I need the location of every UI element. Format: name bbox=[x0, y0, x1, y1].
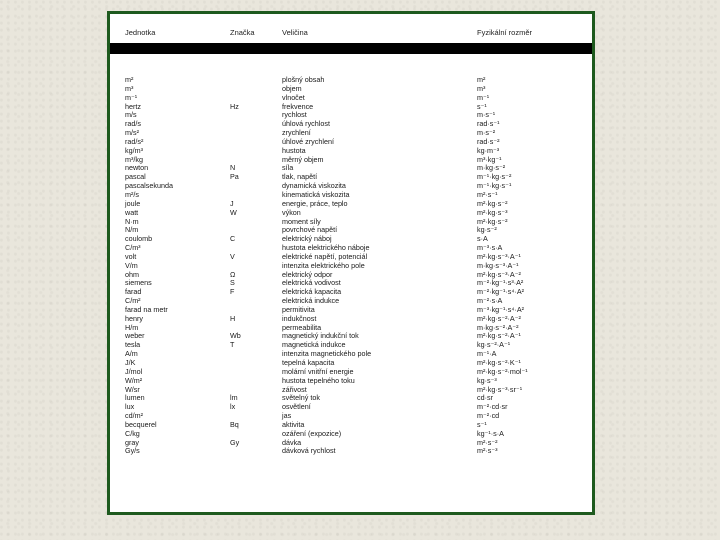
cell-symbol: lm bbox=[230, 393, 238, 403]
cell-quantity: úhlové zrychlení bbox=[282, 136, 334, 146]
cell-quantity: molární vnitřní energie bbox=[282, 366, 354, 376]
cell-symbol: W bbox=[230, 207, 237, 217]
cell-unit: cd/m² bbox=[125, 411, 143, 421]
header-unit: Jednotka bbox=[125, 28, 156, 37]
cell-dimension: m²·s⁻² bbox=[477, 437, 498, 447]
cell-unit: N/m bbox=[125, 225, 139, 235]
cell-dimension: m²·s⁻¹ bbox=[477, 189, 498, 199]
cell-unit: m²/s bbox=[125, 189, 139, 199]
cell-dimension: rad·s⁻² bbox=[477, 136, 500, 146]
cell-dimension: kg·m⁻³ bbox=[477, 145, 500, 155]
cell-dimension: m⁻³·kg⁻¹·s⁴·A² bbox=[477, 304, 525, 314]
table-row bbox=[110, 173, 592, 182]
table-row bbox=[110, 164, 592, 173]
cell-unit: N·m bbox=[125, 216, 139, 226]
cell-dimension: m⁻²·cd·sr bbox=[477, 402, 508, 412]
cell-unit: henry bbox=[125, 313, 143, 323]
table-row bbox=[110, 412, 592, 421]
cell-dimension: m²·kg·s⁻²·mol⁻¹ bbox=[477, 366, 528, 376]
cell-unit: J/mol bbox=[125, 366, 143, 376]
cell-dimension: m·kg·s⁻² bbox=[477, 163, 506, 173]
cell-quantity: hustota bbox=[282, 145, 306, 155]
cell-symbol: C bbox=[230, 234, 236, 244]
table-row bbox=[110, 394, 592, 403]
cell-unit: m³ bbox=[125, 83, 134, 93]
cell-unit: volt bbox=[125, 251, 137, 261]
cell-dimension: m³ bbox=[477, 83, 486, 93]
cell-dimension: m² bbox=[477, 75, 486, 84]
cell-quantity: permeabilita bbox=[282, 322, 322, 332]
cell-dimension: m⁻¹ bbox=[477, 92, 490, 102]
cell-unit: A/m bbox=[125, 349, 138, 359]
cell-unit: hertz bbox=[125, 101, 141, 111]
cell-unit: kg/m³ bbox=[125, 145, 143, 155]
cell-unit: ohm bbox=[125, 269, 139, 279]
cell-quantity: kinematická viskozita bbox=[282, 189, 350, 199]
table-row bbox=[110, 200, 592, 209]
table-row bbox=[110, 386, 592, 395]
cell-symbol: lx bbox=[230, 402, 236, 412]
cell-unit: newton bbox=[125, 163, 149, 173]
cell-quantity: intenzita magnetického pole bbox=[282, 349, 372, 359]
cell-dimension: m⁻²·cd bbox=[477, 411, 500, 421]
cell-unit: pascal bbox=[125, 172, 146, 182]
cell-symbol: F bbox=[230, 287, 235, 297]
cell-unit: C/kg bbox=[125, 428, 140, 438]
cell-symbol: Gy bbox=[230, 437, 240, 447]
header-divider-bar bbox=[110, 43, 592, 54]
cell-dimension: m²·kg·s⁻²·K⁻¹ bbox=[477, 358, 521, 367]
header-symbol: Značka bbox=[230, 28, 255, 37]
cell-unit: Gy/s bbox=[125, 446, 140, 456]
cell-quantity: úhlová rychlost bbox=[282, 119, 330, 129]
cell-quantity: hustota elektrického náboje bbox=[282, 243, 370, 253]
cell-quantity: hustota tepelného toku bbox=[282, 375, 355, 385]
table-row bbox=[110, 129, 592, 138]
cell-dimension: m²·kg·s⁻²·A⁻² bbox=[477, 313, 521, 323]
table-row bbox=[110, 85, 592, 94]
cell-symbol: T bbox=[230, 340, 235, 350]
cell-unit: m² bbox=[125, 75, 134, 84]
cell-unit: C/m³ bbox=[125, 243, 141, 253]
cell-quantity: zrychlení bbox=[282, 128, 311, 138]
cell-dimension: kg·s⁻³ bbox=[477, 375, 497, 385]
cell-dimension: m⁻²·kg⁻¹·s⁴·A² bbox=[477, 287, 525, 297]
cell-dimension: m³·kg⁻¹ bbox=[477, 154, 502, 164]
cell-quantity: síla bbox=[282, 163, 294, 173]
cell-dimension: s⁻¹ bbox=[477, 101, 487, 111]
table-row bbox=[110, 288, 592, 297]
cell-unit: watt bbox=[125, 207, 139, 217]
cell-dimension: m⁻¹·A bbox=[477, 349, 497, 359]
table-row bbox=[110, 226, 592, 235]
table-row bbox=[110, 120, 592, 129]
table-row bbox=[110, 332, 592, 341]
table-row bbox=[110, 315, 592, 324]
cell-symbol: Ω bbox=[230, 269, 236, 279]
cell-symbol: Bq bbox=[230, 419, 239, 429]
cell-quantity: tepelná kapacita bbox=[282, 358, 335, 367]
cell-quantity: energie, práce, teplo bbox=[282, 198, 348, 208]
cell-unit: m⁻¹ bbox=[125, 92, 138, 102]
cell-quantity: osvětlení bbox=[282, 402, 311, 412]
cell-quantity: intenzita elektrického pole bbox=[282, 260, 365, 270]
cell-quantity: magnetický indukční tok bbox=[282, 331, 359, 341]
cell-quantity: ozáření (expozice) bbox=[282, 428, 342, 438]
table-row bbox=[110, 138, 592, 147]
cell-unit: gray bbox=[125, 437, 139, 447]
cell-symbol: S bbox=[230, 278, 235, 288]
cell-dimension: kg·s⁻² bbox=[477, 225, 497, 235]
cell-dimension: cd·sr bbox=[477, 393, 493, 403]
cell-quantity: elektrická vodivost bbox=[282, 278, 341, 288]
table-row bbox=[110, 156, 592, 165]
cell-unit: rad/s bbox=[125, 119, 141, 129]
cell-dimension: m·kg·s⁻²·A⁻² bbox=[477, 322, 519, 332]
table-row bbox=[110, 147, 592, 156]
cell-unit: farad na metr bbox=[125, 304, 168, 314]
cell-dimension: m²·kg·s⁻² bbox=[477, 216, 508, 226]
table-row bbox=[110, 111, 592, 120]
cell-symbol: Hz bbox=[230, 101, 239, 111]
table-row bbox=[110, 182, 592, 191]
table-row bbox=[110, 103, 592, 112]
cell-unit: siemens bbox=[125, 278, 152, 288]
cell-quantity: dávková rychlost bbox=[282, 446, 336, 456]
cell-unit: W/m² bbox=[125, 375, 143, 385]
cell-quantity: frekvence bbox=[282, 101, 314, 111]
cell-symbol: Wb bbox=[230, 331, 241, 341]
cell-quantity: dynamická viskozita bbox=[282, 181, 346, 191]
cell-quantity: permitivita bbox=[282, 304, 315, 314]
cell-dimension: s·A bbox=[477, 234, 488, 244]
cell-quantity: elektrický náboj bbox=[282, 234, 332, 244]
table-row bbox=[110, 76, 592, 85]
cell-symbol: Pa bbox=[230, 172, 239, 182]
header-quantity: Veličina bbox=[282, 28, 308, 37]
cell-dimension: m²·s⁻³ bbox=[477, 446, 498, 456]
cell-dimension: m·kg·s⁻³·A⁻¹ bbox=[477, 260, 519, 270]
cell-dimension: m²·kg·s⁻³·A⁻¹ bbox=[477, 251, 521, 261]
cell-quantity: elektrické napětí, potenciál bbox=[282, 251, 368, 261]
cell-dimension: m·s⁻² bbox=[477, 128, 496, 138]
table-row bbox=[110, 209, 592, 218]
table-header bbox=[110, 28, 592, 40]
table-body bbox=[110, 76, 592, 456]
cell-dimension: rad·s⁻¹ bbox=[477, 119, 500, 129]
cell-dimension: m·s⁻¹ bbox=[477, 110, 496, 120]
cell-dimension: m²·kg·s⁻³ bbox=[477, 207, 508, 217]
cell-unit: lumen bbox=[125, 393, 145, 403]
cell-quantity: vlnočet bbox=[282, 92, 305, 102]
cell-dimension: kg⁻¹·s·A bbox=[477, 428, 504, 438]
cell-unit: m/s bbox=[125, 110, 137, 120]
cell-unit: rad/s² bbox=[125, 136, 144, 146]
cell-unit: becquerel bbox=[125, 419, 157, 429]
cell-quantity: měrný objem bbox=[282, 154, 324, 164]
cell-dimension: m⁻²·s·A bbox=[477, 296, 503, 306]
cell-quantity: indukčnost bbox=[282, 313, 317, 323]
cell-dimension: m⁻¹·kg·s⁻² bbox=[477, 172, 512, 182]
table-row bbox=[110, 218, 592, 227]
cell-dimension: m²·kg·s⁻³·A⁻² bbox=[477, 269, 521, 279]
cell-dimension: m²·kg·s⁻²·A⁻¹ bbox=[477, 331, 521, 341]
cell-unit: coulomb bbox=[125, 234, 153, 244]
cell-dimension: m⁻¹·kg·s⁻¹ bbox=[477, 181, 512, 191]
cell-dimension: s⁻¹ bbox=[477, 419, 487, 429]
cell-quantity: plošný obsah bbox=[282, 75, 325, 84]
cell-quantity: elektrická kapacita bbox=[282, 287, 342, 297]
cell-quantity: světelný tok bbox=[282, 393, 320, 403]
cell-symbol: N bbox=[230, 163, 236, 173]
cell-quantity: moment síly bbox=[282, 216, 321, 226]
cell-unit: farad bbox=[125, 287, 142, 297]
table-row bbox=[110, 430, 592, 439]
cell-unit: joule bbox=[125, 198, 141, 208]
unit-table-frame bbox=[107, 11, 595, 515]
cell-unit: m/s² bbox=[125, 128, 139, 138]
table-row bbox=[110, 439, 592, 448]
cell-dimension: m²·kg·s⁻³·sr⁻¹ bbox=[477, 384, 523, 394]
cell-unit: m³/kg bbox=[125, 154, 143, 164]
cell-unit: tesla bbox=[125, 340, 141, 350]
cell-quantity: zářivost bbox=[282, 384, 307, 394]
table-row bbox=[110, 421, 592, 430]
cell-unit: weber bbox=[125, 331, 145, 341]
cell-symbol: J bbox=[230, 198, 234, 208]
cell-unit: pascalsekunda bbox=[125, 181, 173, 191]
cell-unit: H/m bbox=[125, 322, 139, 332]
cell-quantity: jas bbox=[282, 411, 292, 421]
cell-quantity: objem bbox=[282, 83, 302, 93]
cell-quantity: povrchové napětí bbox=[282, 225, 338, 235]
table-row bbox=[110, 191, 592, 200]
cell-symbol: V bbox=[230, 251, 235, 261]
cell-dimension: kg·s⁻²·A⁻¹ bbox=[477, 340, 511, 350]
cell-dimension: m⁻³·s·A bbox=[477, 243, 503, 253]
cell-dimension: m⁻²·kg⁻¹·s³·A² bbox=[477, 278, 524, 288]
cell-quantity: elektrický odpor bbox=[282, 269, 333, 279]
header-dimension: Fyzikální rozměr bbox=[477, 28, 533, 37]
table-row bbox=[110, 447, 592, 456]
cell-symbol: H bbox=[230, 313, 236, 323]
cell-quantity: dávka bbox=[282, 437, 302, 447]
cell-unit: J/K bbox=[125, 358, 136, 367]
table-row bbox=[110, 94, 592, 103]
cell-unit: V/m bbox=[125, 260, 138, 270]
cell-dimension: m²·kg·s⁻² bbox=[477, 198, 508, 208]
cell-quantity: tlak, napětí bbox=[282, 172, 318, 182]
cell-quantity: rychlost bbox=[282, 110, 307, 120]
cell-quantity: aktivita bbox=[282, 419, 305, 429]
cell-quantity: výkon bbox=[282, 207, 301, 217]
cell-quantity: elektrická indukce bbox=[282, 296, 340, 306]
cell-unit: C/m² bbox=[125, 296, 141, 306]
table-row bbox=[110, 403, 592, 412]
cell-quantity: magnetická indukce bbox=[282, 340, 346, 350]
cell-unit: W/sr bbox=[125, 384, 140, 394]
cell-unit: lux bbox=[125, 402, 135, 412]
